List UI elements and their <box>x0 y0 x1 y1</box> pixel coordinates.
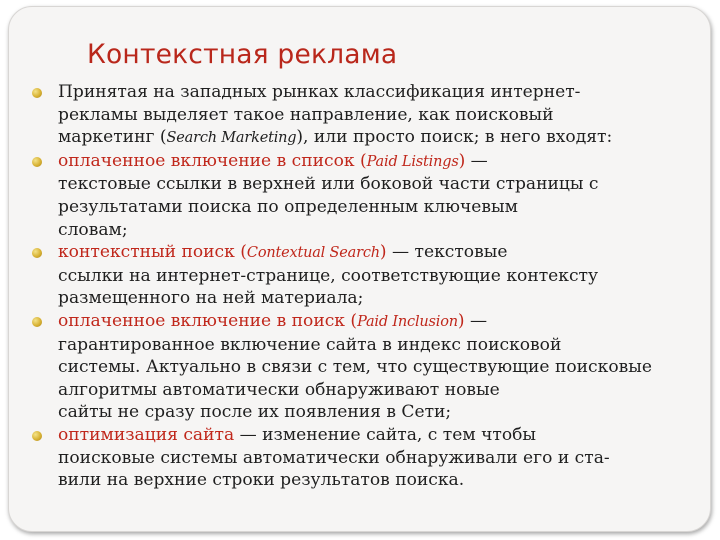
english-term: Paid Inclusion <box>357 313 458 330</box>
slide-title: Контекстная реклама <box>87 39 398 70</box>
bullet-dot-icon <box>32 317 42 327</box>
term-highlight: контекстный поиск (Contextual Search) <box>58 242 387 263</box>
text-line: сайты не сразу после их появления в Сети; <box>58 402 452 423</box>
bullet-item-classification <box>31 81 691 150</box>
term-highlight: оплаченное включение в список (Paid Listings) <box>58 150 466 171</box>
text-line: Принятая на западных рынках классификация интернет- <box>58 82 581 102</box>
bullet-item-site-optimization <box>31 424 691 492</box>
text-line: размещенного на ней материала; <box>58 288 364 309</box>
english-term: Paid Listings <box>366 153 459 170</box>
text-line: алгоритмы автоматически обнаруживают новые <box>58 379 500 400</box>
bullet-item-paid-listings <box>31 150 691 241</box>
bullet-dot-icon <box>32 431 42 441</box>
bullet-item-contextual-search <box>31 241 691 310</box>
text-line: вили на верхние строки результатов поиска. <box>58 470 465 491</box>
text-line: оплаченное включение в список (Paid Listings) — <box>58 150 488 171</box>
bullet-dot-icon <box>32 88 42 98</box>
slide <box>8 6 711 532</box>
text-line: оплаченное включение в поиск (Paid Inclusion) — <box>58 310 488 331</box>
text-line: гарантированное включение сайта в индекс поисковой <box>58 334 562 355</box>
text-line: рекламы выделяет такое направление, как поисковый <box>58 104 554 125</box>
term-highlight: оптимизация сайта <box>58 424 235 445</box>
bullet-list <box>31 81 691 492</box>
bullet-dot-icon <box>32 157 42 167</box>
text-line: поисковые системы автоматически обнаруживали его и ста- <box>58 447 610 468</box>
text-line: контекстный поиск (Contextual Search) — текстовые <box>58 242 508 263</box>
text-line: результатами поиска по определенным ключевым <box>58 196 518 217</box>
text-line: оптимизация сайта — изменение сайта, с тем чтобы <box>58 424 537 445</box>
bullet-item-paid-inclusion <box>31 310 691 424</box>
english-term: Contextual Search <box>246 245 380 262</box>
text-line: ссылки на интернет-странице, соответствующие контексту <box>58 265 599 286</box>
english-term: Search Marketing <box>166 130 297 147</box>
text-line: маркетинг (Search Marketing), или просто поиск; в него входят: <box>58 127 613 148</box>
term-highlight: оплаченное включение в поиск (Paid Inclusion) <box>58 310 465 331</box>
text-line: системы. Актуально в связи с тем, что существующие поисковые <box>58 357 652 378</box>
text-line: текстовые ссылки в верхней или боковой части страницы с <box>58 174 599 195</box>
text-line: словам; <box>58 219 128 240</box>
bullet-dot-icon <box>32 248 42 258</box>
